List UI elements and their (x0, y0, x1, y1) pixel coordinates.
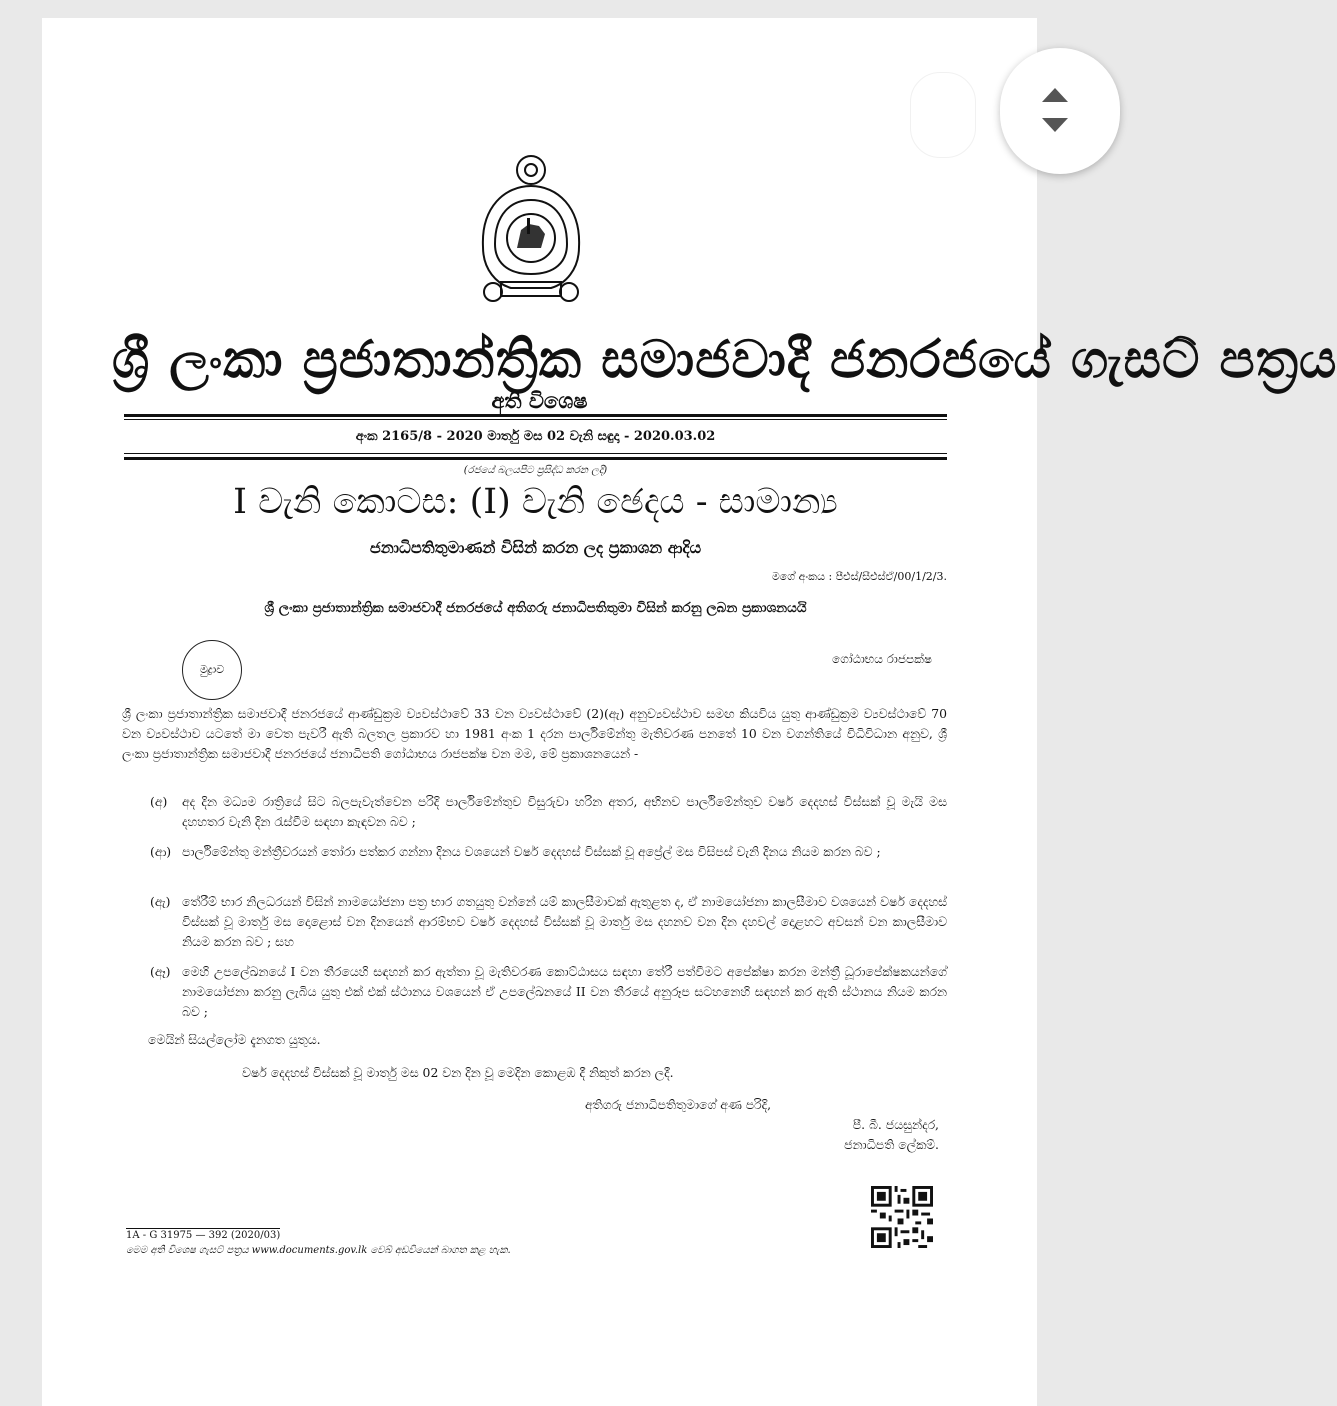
issue-line: අංක 2165/8 - 2020 මාර්තු මස 02 වැනි සඳුදා - 2020.03.02 (355, 429, 716, 444)
seal (182, 640, 242, 700)
footer-code: 1A - G 31975 — 392 (2020/03) (126, 1230, 281, 1241)
item-text: පාර්ලිමේන්තු මන්ත්‍රීවරයන් තෝරා පත්කර ගන්නා දිනය වශයෙන් වර්ෂ දෙදහස් විස්සක් වූ අප්‍රේල් මස විසිපස් වැනි දිනය නියම කරන බව ; (182, 844, 881, 859)
item-label: (ඈ) (150, 964, 171, 979)
proclamation-heading: ශ්‍රී ලංකා ප්‍රජාතාන්ත්‍රික සමාජවාදී ජනරජයේ අතිගරු ජනාධිපතිතුමා විසින් කරනු ලබන ප්‍රකාශනයයි (264, 600, 807, 616)
item-text: අද දින මධ්‍යම රාත්‍රියේ සිට බලපැවැත්වෙන පරිදි පාර්ලිමේන්තුව විසුරුවා හරින අතර, අභිනව පාර්ලිමේන්තුව වර්ෂ දෙදහස් විස්සක් වූ මැයි මස දහහතර වැනි දින රැස්වීම සඳහා කැඳවන බව ; (182, 794, 947, 829)
list-item (122, 842, 947, 862)
seal-label: මුද්‍රාව (199, 663, 225, 676)
list-item (122, 892, 947, 952)
president-name: ගෝඨාභය රාජපක්ෂ (832, 652, 932, 666)
gazette-subtitle: අති විශෙෂ (491, 388, 588, 413)
signer-title: ජනාධිපති ලේකම්. (844, 1137, 939, 1152)
list-item (122, 962, 947, 1022)
order-line: අතිගරු ජනාධිපතිතුමාගේ අණ පරිදි, (585, 1097, 772, 1112)
dated-line: වර්ෂ දෙදහස් විස්සක් වූ මාර්තු මස 02 වන දින වූ මෙදින කොළඹ දී නිකුත් කරන ලදී. (242, 1065, 674, 1080)
body-paragraph: ශ්‍රී ලංකා ප්‍රජාතාන්ත්‍රික සමාජවාදී ජනරජයේ ආණ්ඩුක්‍රම ව්‍යවස්ථාවේ 33 වන ව්‍යවස්ථාවේ (2)(ඇ) අනුව්‍යවස්ථාව සමඟ කියවිය යුතු ආණ්ඩුක්‍රම ව්‍යවස්ථාවේ 70 වන ව්‍යවස්ථාව යටතේ මා වෙත පැවරී ඇති බලතල ප්‍රකාරව හා 1981 අංක 1 දරන පාර්ලිමේන්තු මැතිවරණ පනතේ 10 වන වගන්තියේ විධිවිධාන අනුව, ශ්‍රී ලංකා ප්‍රජාතාන්ත්‍රික සමාජවාදී ජනරජයේ ජනාධිපති ගෝඨාභය රාජපක්ෂ වන මම, මේ ප්‍රකාශනයෙන් - (122, 706, 947, 761)
authority-line: (රජයේ බලයපිට ප්‍රසිද්ධ කරන ලදි) (463, 465, 608, 476)
section-heading: ජනාධිපතිතුමාණන් විසින් කරන ලද ප්‍රකාශන ආදිය (369, 538, 702, 557)
gazette-page[interactable] (42, 18, 1337, 1406)
sri-lanka-emblem-icon (475, 152, 587, 304)
item-label: (අ) (150, 794, 168, 809)
chevron-up-icon[interactable] (1042, 88, 1068, 102)
divider (124, 453, 947, 454)
gazette-title: ශ්‍රී ලංකා ප්‍රජාතාන්ත්‍රික සමාජවාදී ජනරජයේ ගැසට් පත්‍රය (112, 329, 1337, 390)
item-label: (ආ) (150, 844, 172, 859)
item-text: මෙහි උපලේඛනයේ I වන තීරයෙහි සඳහන් කර ඇත්තා වූ මැතිවරණ කොට්ඨාසය සඳහා තේරී පත්වීමට අපේක්ෂා කරන මන්ත්‍රී ධූරාපේක්ෂකයන්ගේ නාමයෝජනා කරනු ලැබිය යුතු එක් එක් ස්ථානය වශයෙන් ඒ උපලේඛනයේ II වන තීරයේ අනුරූප සටහනෙහි සඳහන් කර ඇති ස්ථානය නියම කරන බව ; (182, 964, 947, 1019)
part-heading: I වැනි කොටස: (I) වැනි ඡෙදය - සාමාන්‍ය (233, 482, 838, 522)
signature-block (844, 1115, 939, 1155)
footer-note: මෙම අති විශෙෂ ගැසට් පත්‍රය www.documents.gov.lk වෙබ් අඩවියෙන් බාගත කළ හැක. (126, 1245, 511, 1256)
page-scroll-control[interactable] (1000, 48, 1120, 174)
reference-number: මගේ අංකය : පීඑස්/සීඑස්ඒ/00/1/2/3. (771, 570, 947, 583)
divider (124, 457, 947, 460)
divider (124, 419, 947, 420)
notice-line: මෙයින් සියල්ලෝම දැනගත යුතුය. (148, 1032, 321, 1047)
list-item (122, 792, 947, 832)
chevron-down-icon[interactable] (1042, 118, 1068, 132)
item-label: (ඇ) (150, 894, 171, 909)
item-text: තේරීම් භාර නිලධරයන් විසින් නාමයෝජනා පත්‍ර භාර ගතයුතු වන්නේ යම් කාලසීමාවක් ඇතුළත ද, ඒ නාමයෝජනා කාලසීමාව වශයෙන් වර්ෂ දෙදහස් විස්සක් වූ මාර්තු මස දොළොස් වන දිනයෙන් ආරම්භව වර්ෂ දෙදහස් විස්සක් වූ මාර්තු මස දහනව වන දින දහවල් දොළහට අවසන් වන කාලසීමාව නියම කරන බව ; සහ (182, 894, 947, 949)
scroll-indicator (910, 72, 976, 158)
signer-name: පී. බී. ජයසුන්දර, (852, 1117, 939, 1132)
qr-code-icon (871, 1186, 933, 1248)
divider (124, 414, 947, 417)
